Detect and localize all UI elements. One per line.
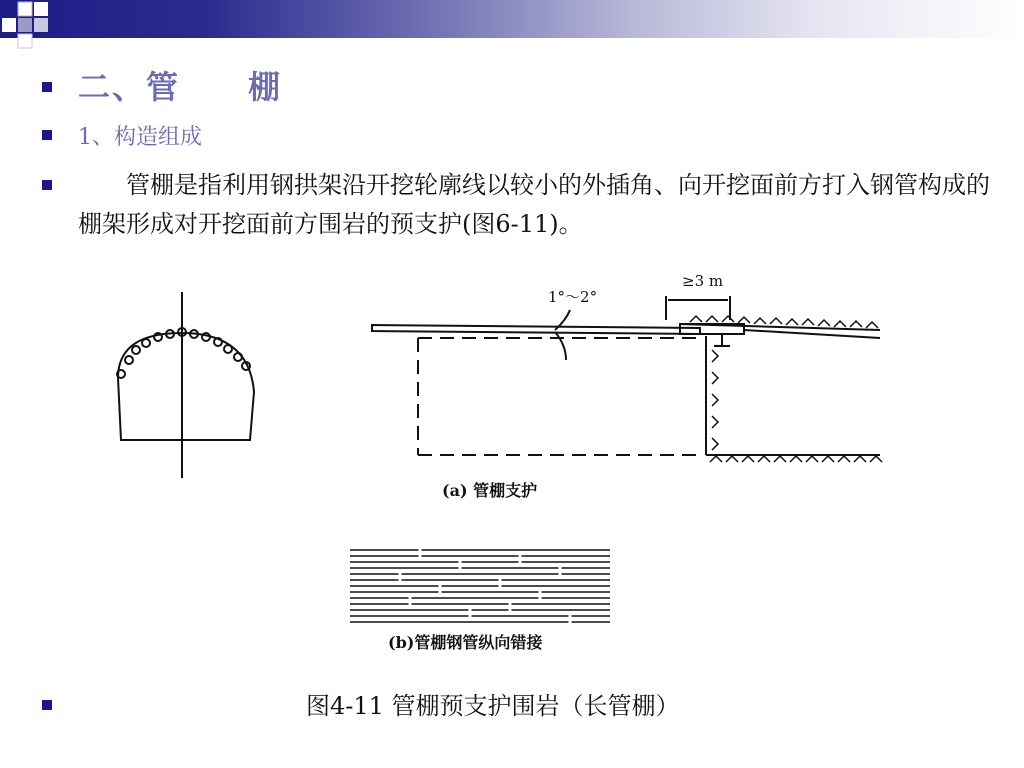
longitudinal-section xyxy=(372,296,880,455)
slide-heading: 二、管 棚 xyxy=(78,68,283,106)
figure-label-a: (a) 管棚支护 xyxy=(442,481,538,500)
ground-hatching xyxy=(690,316,882,462)
bullet-icon xyxy=(42,700,52,710)
body-paragraph: 管棚是指利用钢拱架沿开挖轮廓线以较小的外插角、向开挖面前方打入钢管构成的棚架形成对开挖面前方围岩的预支护(图6-11)。 xyxy=(78,171,990,238)
figure-label-b: (b)管棚钢管纵向错接 xyxy=(388,633,543,652)
angle-label: 1°～2° xyxy=(548,288,598,306)
length-label: ≥3 m xyxy=(682,272,724,290)
tunnel-cross-section xyxy=(117,292,254,478)
figure-caption: 图4-11 管棚预支护围岩（长管棚） xyxy=(306,692,680,720)
staggered-pipes xyxy=(350,550,610,622)
section-subheading: 1、构造组成 xyxy=(78,125,202,150)
